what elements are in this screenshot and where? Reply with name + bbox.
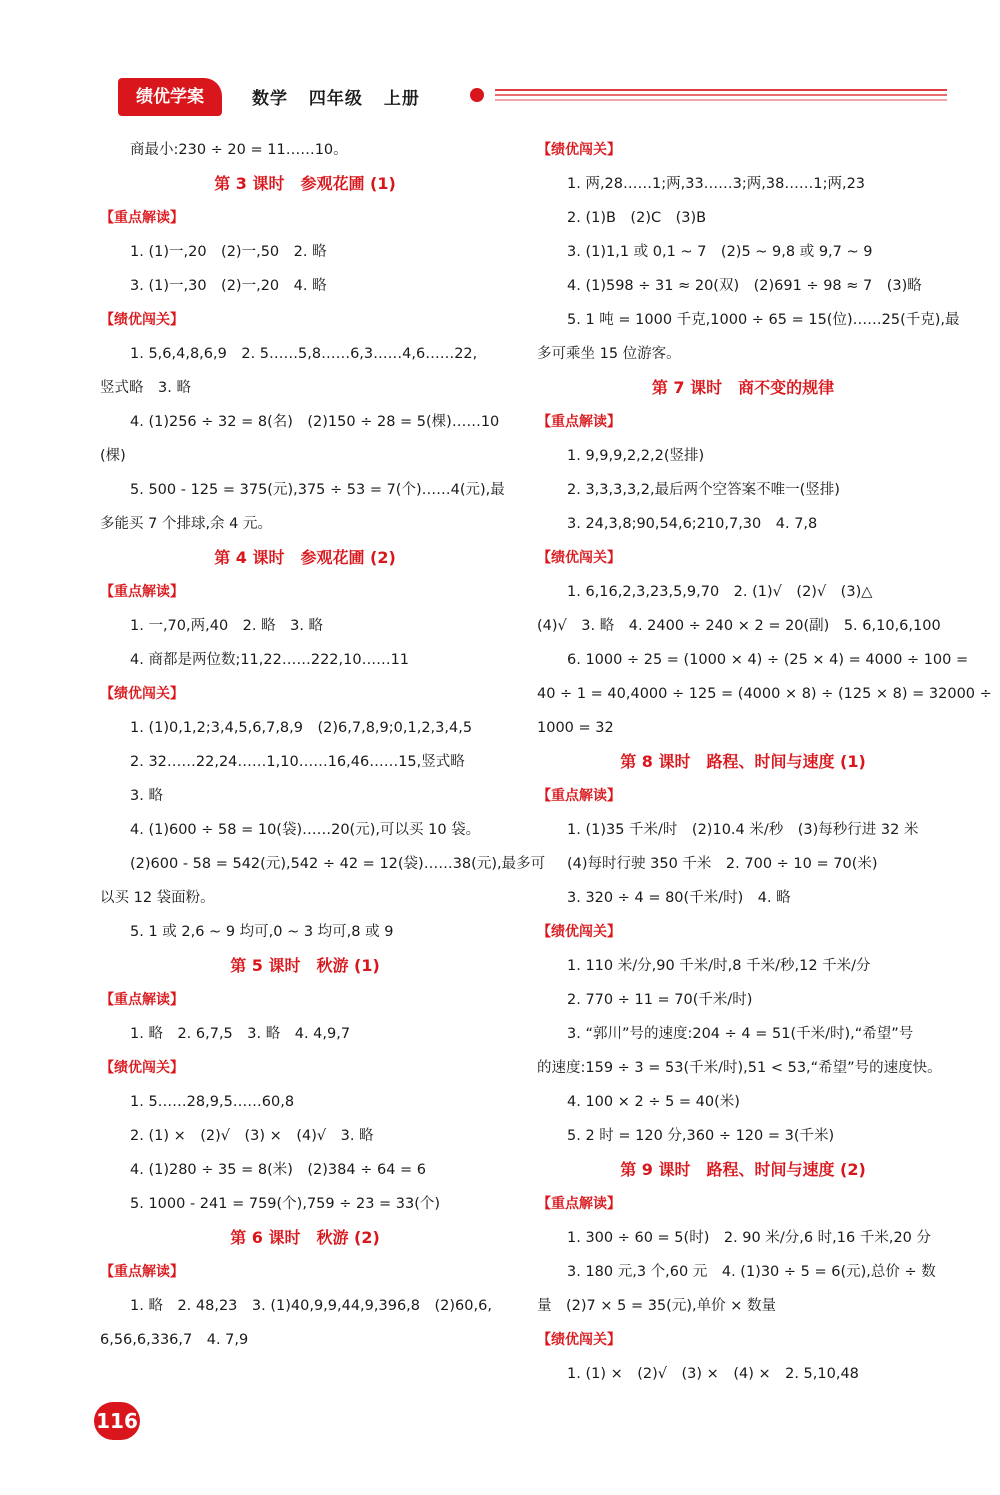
answer-line: 4. 100 × 2 ÷ 5 = 40(米) [567, 1094, 740, 1110]
answer-line: 1. 6,16,2,3,23,5,9,70 2. (1)√ (2)√ (3)△ [567, 584, 873, 600]
answer-line-continued: 多能买 7 个排球,余 4 元。 [100, 516, 272, 532]
section-tag: 【重点解读】 [537, 788, 621, 804]
answer-line: 4. (1)280 ÷ 35 = 8(米) (2)384 ÷ 64 = 6 [130, 1162, 427, 1178]
answer-line: 1. 9,9,9,2,2,2(竖排) [567, 448, 705, 464]
answer-line: 1. 两,28……1;两,33……3;两,38……1;两,23 [567, 176, 866, 192]
subject-label: 数学 [252, 89, 288, 109]
answer-line: 3. “郭川”号的速度:204 ÷ 4 = 51(千米/时),“希望”号 [567, 1026, 914, 1042]
answer-line: 1. 一,70,两,40 2. 略 3. 略 [130, 618, 324, 634]
lesson-title: 第 8 课时 路程、时间与速度 (1) [620, 752, 866, 771]
answer-line: 3. 320 ÷ 4 = 80(千米/时) 4. 略 [567, 890, 791, 906]
answer-line-continued: 量 (2)7 × 5 = 35(元),单价 × 数量 [537, 1298, 776, 1314]
answer-line: 1. 5,6,4,8,6,9 2. 5……5,8……6,3……4,6……22, [130, 346, 478, 362]
answer-line: 1. 110 米/分,90 千米/时,8 千米/秒,12 千米/分 [567, 958, 871, 974]
section-tag: 【绩优闯关】 [537, 1332, 621, 1348]
answer-line: 1. 5……28,9,5……60,8 [130, 1094, 295, 1110]
brand-badge: 绩优学案 [118, 78, 222, 116]
answer-line-continued: 以买 12 袋面粉。 [100, 890, 215, 906]
lesson-title: 第 7 课时 商不变的规律 [651, 378, 835, 397]
section-tag: 【重点解读】 [100, 992, 184, 1008]
answer-line: 2. 32……22,24……1,10……16,46……15,竖式略 [130, 754, 465, 770]
right-column [537, 133, 992, 1391]
answer-line: 1. (1)0,1,2;3,4,5,6,7,8,9 (2)6,7,8,9;0,1,2,3,4,5 [130, 720, 473, 736]
answer-line: 2. (1) × (2)√ (3) × (4)√ 3. 略 [130, 1128, 374, 1144]
answer-line: 1. 略 2. 6,7,5 3. 略 4. 4,9,7 [130, 1026, 351, 1042]
left-column [100, 133, 546, 1357]
answer-line: 5. 1000 - 241 = 759(个),759 ÷ 23 = 33(个) [130, 1196, 441, 1212]
answer-line: 3. 略 [130, 788, 163, 804]
answer-line: 3. 180 元,3 个,60 元 4. (1)30 ÷ 5 = 6(元),总价 ÷ 数 [567, 1264, 936, 1280]
answer-line: (2)600 - 58 = 542(元),542 ÷ 42 = 12(袋)……38(元),最多可 [130, 856, 546, 872]
header-rule [495, 89, 947, 104]
answer-line-continued: 的速度:159 ÷ 3 = 53(千米/时),51 < 53,“希望”号的速度快。 [537, 1060, 942, 1076]
answer-line-continued: (4)√ 3. 略 4. 2400 ÷ 240 × 2 = 20(副) 5. 6,10,6,100 [537, 618, 941, 634]
lesson-title: 第 9 课时 路程、时间与速度 (2) [620, 1160, 866, 1179]
section-tag: 【绩优闯关】 [537, 924, 621, 940]
answer-line: 2. (1)B (2)C (3)B [567, 210, 707, 226]
answer-line: 5. 1 或 2,6 ~ 9 均可,0 ~ 3 均可,8 或 9 [130, 924, 394, 940]
lesson-title: 第 3 课时 参观花圃 (1) [214, 174, 396, 193]
answer-line: 5. 2 时 = 120 分,360 ÷ 120 = 3(千米) [567, 1128, 835, 1144]
answer-line-continued: 6,56,6,336,7 4. 7,9 [100, 1332, 249, 1348]
answer-line-continued: (棵) [100, 448, 126, 464]
grade-label: 四年级 [308, 89, 363, 109]
answer-line: 2. 770 ÷ 11 = 70(千米/时) [567, 992, 753, 1008]
section-tag: 【重点解读】 [100, 584, 184, 600]
volume-label: 上册 [383, 89, 420, 109]
answer-line: 2. 3,3,3,3,2,最后两个空答案不唯一(竖排) [567, 482, 840, 498]
section-tag: 【重点解读】 [100, 1264, 184, 1280]
answer-line: 4. 商都是两位数;11,22……222,10……11 [130, 652, 410, 668]
answer-line: 3. (1)1,1 或 0,1 ~ 7 (2)5 ~ 9,8 或 9,7 ~ 9 [567, 244, 873, 260]
answer-line: 商最小:230 ÷ 20 = 11……10。 [130, 142, 348, 158]
section-tag: 【重点解读】 [537, 414, 621, 430]
answer-line: 5. 1 吨 = 1000 千克,1000 ÷ 65 = 15(位)……25(千克),最 [567, 312, 960, 328]
answer-line: 6. 1000 ÷ 25 = (1000 × 4) ÷ (25 × 4) = 4000 ÷ 100 = [567, 652, 969, 668]
answer-line-continued: 多可乘坐 15 位游客。 [537, 346, 681, 362]
answer-line: 3. 24,3,8;90,54,6;210,7,30 4. 7,8 [567, 516, 818, 532]
answer-line: 3. (1)一,30 (2)一,20 4. 略 [130, 278, 327, 294]
page-header [100, 74, 950, 120]
lesson-title: 第 4 课时 参观花圃 (2) [214, 548, 396, 567]
answer-line: 1. 略 2. 48,23 3. (1)40,9,9,44,9,396,8 (2)60,6, [130, 1298, 492, 1314]
lesson-title: 第 5 课时 秋游 (1) [230, 956, 380, 975]
section-tag: 【绩优闯关】 [537, 142, 621, 158]
section-tag: 【重点解读】 [100, 210, 184, 226]
section-tag: 【绩优闯关】 [537, 550, 621, 566]
answer-line: 1. (1)一,20 (2)一,50 2. 略 [130, 244, 327, 260]
answer-line: 4. (1)256 ÷ 32 = 8(名) (2)150 ÷ 28 = 5(棵)……10 [130, 414, 500, 430]
section-tag: 【绩优闯关】 [100, 312, 184, 328]
answer-line: 1. (1)35 千米/时 (2)10.4 米/秒 (3)每秒行进 32 米 [567, 822, 919, 838]
section-tag: 【绩优闯关】 [100, 686, 184, 702]
answer-line-continued: 竖式略 3. 略 [100, 380, 191, 396]
answer-line: (4)每时行驶 350 千米 2. 700 ÷ 10 = 70(米) [567, 856, 878, 872]
answer-line: 1. 300 ÷ 60 = 5(时) 2. 90 米/分,6 时,16 千米,20 分 [567, 1230, 932, 1246]
answer-line: 1. (1) × (2)√ (3) × (4) × 2. 5,10,48 [567, 1366, 859, 1382]
book-info [252, 84, 434, 109]
answer-line: 4. (1)600 ÷ 58 = 10(袋)……20(元),可以买 10 袋。 [130, 822, 481, 838]
answer-line: 5. 500 - 125 = 375(元),375 ÷ 53 = 7(个)……4(元),最 [130, 482, 505, 498]
section-tag: 【绩优闯关】 [100, 1060, 184, 1076]
answer-line: 4. (1)598 ÷ 31 ≈ 20(双) (2)691 ÷ 98 ≈ 7 (3)略 [567, 278, 922, 294]
answer-line-continued: 1000 = 32 [537, 720, 614, 736]
page-number: 116 [94, 1402, 140, 1440]
lesson-title: 第 6 课时 秋游 (2) [230, 1228, 380, 1247]
section-tag: 【重点解读】 [537, 1196, 621, 1212]
red-dot-icon [470, 88, 484, 102]
answer-line-continued: 40 ÷ 1 = 40,4000 ÷ 125 = (4000 × 8) ÷ (125 × 8) = 32000 ÷ [537, 686, 992, 702]
